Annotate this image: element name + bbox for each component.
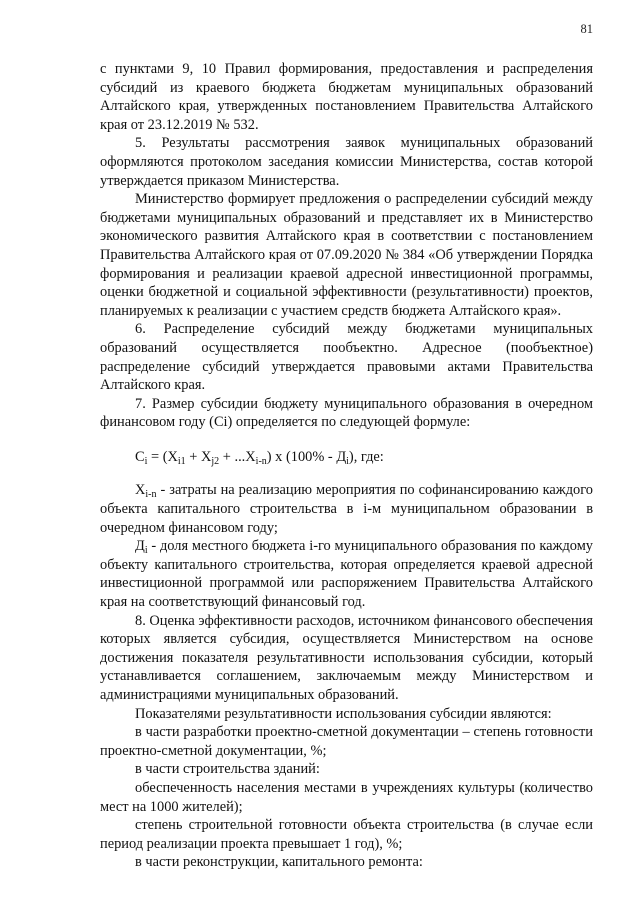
paragraph-7: 7. Размер субсидии бюджету муниципального образования в очередном финансовом году (Ci) определяется по следующей формуле: bbox=[100, 395, 593, 431]
paragraph-readiness: степень строительной готовности объекта строительства (в случае если период реализации проекта превышает 1 год), %; bbox=[100, 817, 593, 852]
paragraph-5: 5. Результаты рассмотрения заявок муниципальных образований оформляются протоколом заседания комиссии Министерства, состав которой утверждается приказом Министерства. bbox=[100, 135, 593, 189]
paragraph-6: 6. Распределение субсидий между бюджетами муниципальных образований осуществляется пообъектно. Адресное (пообъектное) распределение субсидий утверждается правовыми актами Правительства Алтайского края. bbox=[100, 321, 593, 394]
paragraph-design-docs: в части разработки проектно-сметной документации – степень готовности проектно-сметной документации, %; bbox=[100, 724, 593, 759]
paragraph-indicators: Показателями результативности использования субсидии являются: bbox=[135, 705, 552, 722]
paragraph-reconstruction: в части реконструкции, капитального ремонта: bbox=[135, 854, 423, 871]
paragraph-8: 8. Оценка эффективности расходов, источником финансового обеспечения которых является субсидия, осуществляется Министерством на основе достижения показателя результативности использования субсидии, который устанавливается соглашением, заключаемым между Министерством и администрациями муниципальных образований. bbox=[100, 612, 593, 703]
definition-d: $Д_i$ - доля местного бюджета i-го муниципального образования по каждому объекту капитального строительства, которая определяется краевой адресной инвестиционной программой или распоряжением Правительства Алтайского края на соответствующий финансовый год. bbox=[100, 538, 593, 611]
paragraph-ministry-proposals: Министерство формирует предложения о распределении субсидий между бюджетами муниципальных образований и представляет их в Министерство экономического развития Алтайского края в соответствии с постановлением Правительства Алтайского края от 07.09.2020 № 384 «Об утверждении Порядка формирования и реализации краевой адресной инвестиционной программы, оценки бюджетной и социальной эффективности (результативности) проектов, планируемых к реализации с участием средств бюджета Алтайского края». bbox=[100, 191, 593, 319]
paragraph-construction: в части строительства зданий: bbox=[135, 761, 320, 778]
subsidy-formula: $C_i = (X_{i1} + X_{j2} + ...X_{i-n})$ x $(100\% - Д_i)$, где: bbox=[135, 448, 384, 467]
paragraph-continuation: с пунктами 9, 10 Правил формирования, предоставления и распределения субсидий из краевого бюджета бюджетам муниципальных образований Алтайского края, утвержденных постановлением Правительства Алтайского края от 23.12.2019 № 532. bbox=[100, 61, 593, 133]
paragraph-seats: обеспеченность населения местами в учреждениях культуры (количество мест на 1000 жителей); bbox=[100, 779, 593, 815]
definition-x: $X_{i-n}$ - затраты на реализацию мероприятия по софинансированию каждого объекта капитального строительства в i-м муниципальном образовании в очередном финансовом году; bbox=[100, 482, 593, 536]
page-number: 81 bbox=[580, 22, 593, 36]
